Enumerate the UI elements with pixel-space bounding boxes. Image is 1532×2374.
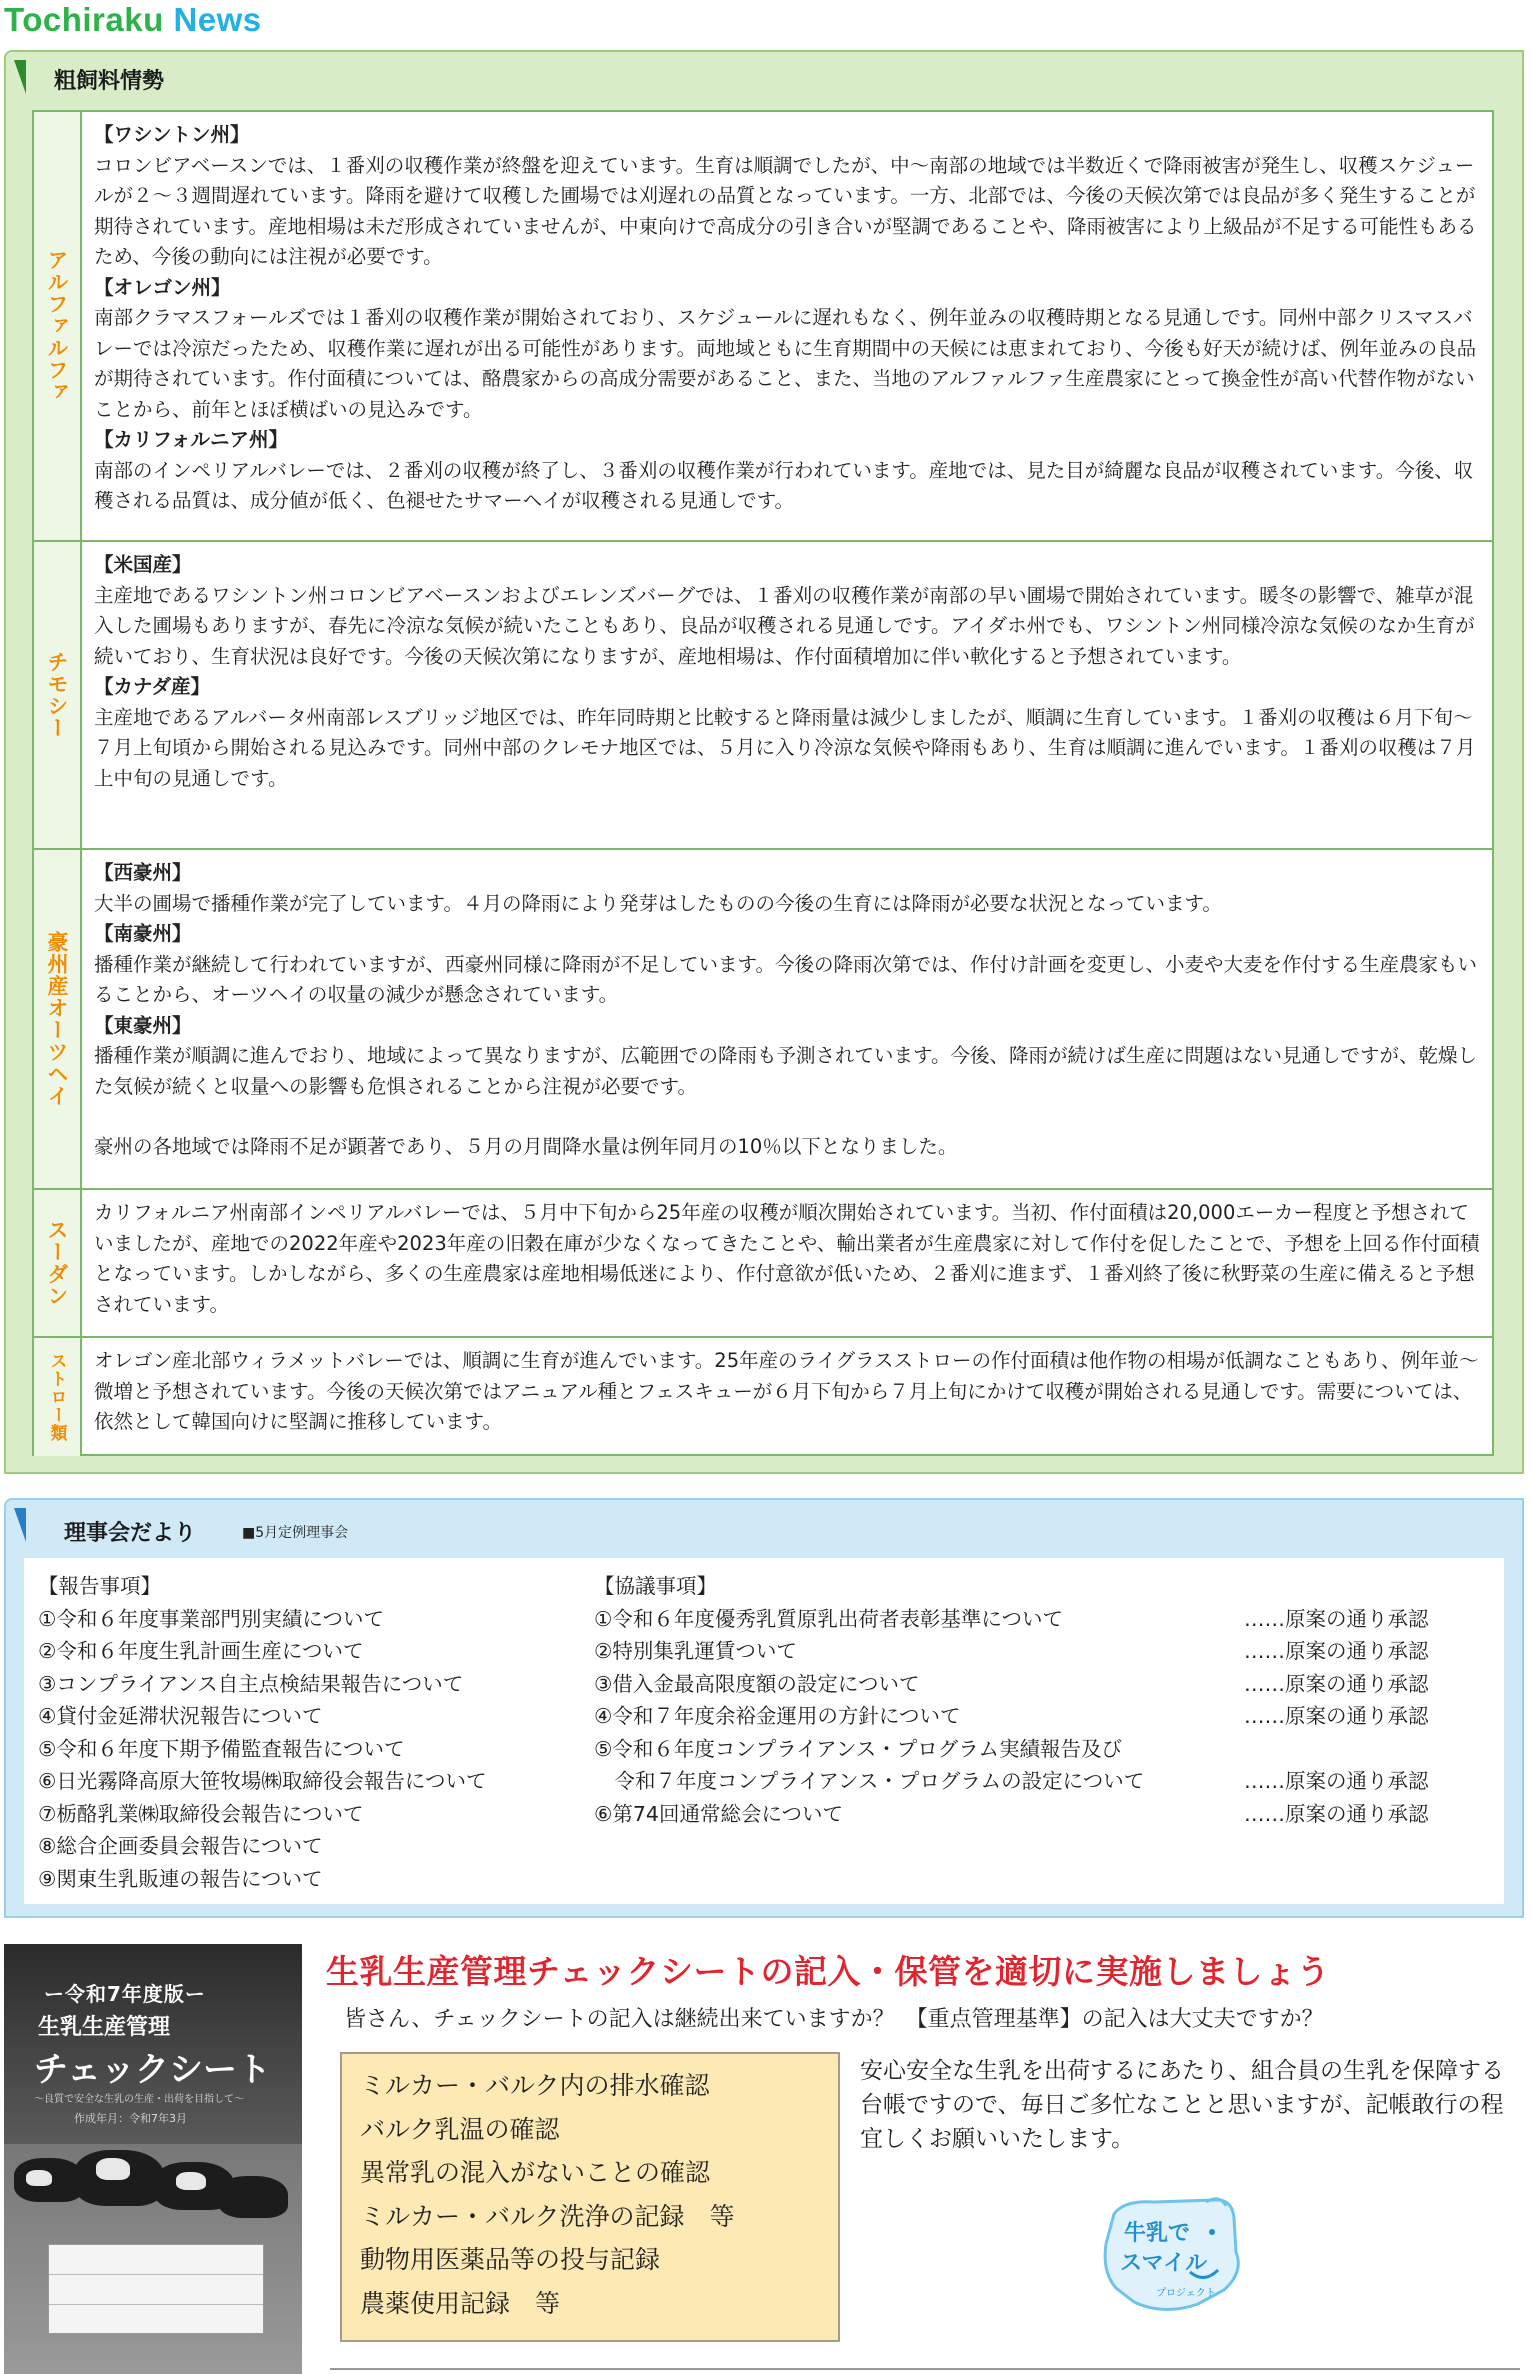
region-note: 豪州の各地域では降雨不足が顕著であり、５月の月間降水量は例年同月の10％以下となりました。 <box>94 1135 958 1158</box>
forage-section-title: 粗飼料情勢 <box>54 69 165 94</box>
checksheet-item: 農薬使用記録 等 <box>360 2288 561 2318</box>
region-heading: 【西豪州】 <box>94 861 192 884</box>
row-label-text: スーダン <box>45 1219 69 1307</box>
checksheet-item: 異常乳の混入がないことの確認 <box>360 2158 711 2187</box>
form-row <box>49 2275 263 2305</box>
milk-smile-logo <box>1094 2192 1250 2322</box>
row-label-text: チモシー <box>45 651 69 739</box>
discussion-result: ……原案の通り承認 <box>1244 1801 1429 1826</box>
cover-tagline: 〜良質で安全な生乳の生産・出荷を目指して〜 <box>34 2094 244 2105</box>
discussion-heading: 【協議事項】 <box>594 1574 717 1598</box>
form-row <box>49 2305 263 2335</box>
board-meeting-label: ■5月定例理事会 <box>242 1525 349 1541</box>
region-text: カリフォルニア州南部インペリアルバレーでは、５月中下旬から25年産の収穫が順次開始されています。当初、作付面積は20,000エーカー程度と予想されていましたが、産地での2022年産や2023年産の旧穀在庫が少なくなってきたことや、輸出業者が生産農家に対して作付を促したことで、予想を上回る作付面積となっています。しかしながら、多くの生産農家は産地相場低迷により、作付意欲が低いため、２番刈に進まず、１番刈終了後に秋野菜の生産に備えると予想されています。 <box>94 1201 1480 1316</box>
cover-title-line2: チェックシート <box>34 2050 271 2090</box>
forage-table <box>32 110 1494 1456</box>
cow-patch <box>96 2158 130 2180</box>
discussion-result: ……原案の通り承認 <box>1244 1671 1429 1696</box>
region-heading: 【カナダ産】 <box>94 675 211 698</box>
discussion-item-text: ③借入金最高限度額の設定について <box>594 1671 920 1696</box>
discussion-item <box>594 1603 1494 1636</box>
region-heading: 【オレゴン州】 <box>94 275 231 299</box>
masthead-word-1: Tochiraku <box>4 1 164 38</box>
forage-section <box>4 50 1524 1474</box>
section-corner-mark <box>14 60 26 94</box>
region-heading: 【カリフォルニア州】 <box>94 428 289 451</box>
checksheet-cover-image <box>4 1944 302 2374</box>
forage-row-timothy <box>34 542 1492 850</box>
report-item: ②令和６年度生乳計画生産について <box>38 1639 364 1663</box>
checksheet-note: 安心安全な生乳を出荷するにあたり、組合員の生乳を保障する台帳ですので、毎日ご多忙なことと思いますが、記帳敢行の程宜しくお願いいたします。 <box>860 2058 1504 2152</box>
region-heading: 【ワシントン州】 <box>94 123 250 146</box>
discussion-item <box>594 1733 1494 1766</box>
cover-edition: ー令和7年度版ー <box>44 1982 206 2006</box>
discussion-item-text: ①令和６年度優秀乳質原乳出荷者表彰基準について <box>594 1606 1063 1631</box>
discussion-item <box>594 1635 1494 1668</box>
report-item: ④貸付金延滞状況報告について <box>38 1704 323 1728</box>
board-section <box>4 1498 1524 1918</box>
discussion-item <box>594 1798 1494 1831</box>
discussion-item-text: ④令和７年度余裕金運用の方針について <box>594 1704 961 1728</box>
discussion-items-column <box>594 1570 1494 1830</box>
row-body <box>94 550 1482 794</box>
report-item: ⑥日光霧降高原大笹牧場㈱取締役会報告について <box>38 1769 487 1793</box>
masthead-word-2: News <box>173 1 262 38</box>
checksheet-headline: 生乳生産管理チェックシートの記入・保管を適切に実施しましょう <box>326 1952 1331 1991</box>
discussion-result: ……原案の通り承認 <box>1244 1639 1429 1663</box>
discussion-result: ……原案の通り承認 <box>1244 1769 1429 1793</box>
region-text: 主産地であるワシントン州コロンビアベースンおよびエレンズバーグでは、１番刈の収穫作業が南部の早い圃場で開始されています。暖冬の影響で、雑草が混入した圃場もありますが、春先に冷涼な気候が続いたこともあり、良品が収穫される見通しです。アイダホ州でも、ワシントン州同様冷涼な気候のなか生育が続いており、生育状況は良好です。今後の天候次第になりますが、産地相場は、作付面積増加に伴い軟化すると予想されています。 <box>94 583 1475 668</box>
report-item: ⑦栃酪乳業㈱取締役会報告について <box>38 1801 364 1826</box>
row-body <box>94 120 1482 517</box>
region-heading: 【米国産】 <box>94 553 192 576</box>
logo-text-line2: スマイル <box>1120 2251 1208 2276</box>
form-row <box>49 2245 263 2275</box>
row-label <box>34 850 82 1188</box>
checksheet-item: バルク乳温の確認 <box>360 2114 560 2144</box>
forage-row-sudan <box>34 1190 1492 1338</box>
report-item: ⑤令和６年度下期予備監査報告について <box>38 1736 405 1761</box>
discussion-item-text: ⑥第74回通常総会について <box>594 1801 844 1826</box>
forage-row-straw <box>34 1338 1492 1456</box>
cow-patch <box>176 2172 206 2190</box>
discussion-result: ……原案の通り承認 <box>1244 1606 1429 1631</box>
discussion-item <box>594 1765 1494 1798</box>
report-item: ③コンプライアンス自主点検結果報告について <box>38 1671 464 1696</box>
logo-text-line1: 牛乳で <box>1124 2221 1191 2246</box>
cover-entry-form <box>48 2244 264 2334</box>
report-item: ⑨関東生乳販連の報告について <box>38 1866 323 1891</box>
forage-row-alfalfa <box>34 112 1492 542</box>
region-text: 大半の圃場で播種作業が完了しています。４月の降雨により発芽はしたものの今後の生育には降雨が必要な状況となっています。 <box>94 891 1222 915</box>
cover-title-line1: 生乳生産管理 <box>38 2015 171 2040</box>
report-items-column <box>38 1570 578 1895</box>
report-item: ⑧総合企画委員会報告について <box>38 1834 323 1858</box>
row-label <box>34 1190 82 1336</box>
region-heading: 【東豪州】 <box>94 1013 192 1037</box>
row-body <box>94 1346 1482 1438</box>
discussion-item-text: 令和７年度コンプライアンス・プログラムの設定について <box>594 1769 1145 1793</box>
region-text: 播種作業が継続して行われていますが、西豪州同様に降雨が不足しています。今後の降雨次第では、作付け計画を変更し、小麦や大麦を作付する生産農家もいることから、オーツヘイの収量の減少が懸念されています。 <box>94 952 1477 1006</box>
cow-silhouette <box>218 2176 288 2218</box>
checksheet-question: 皆さん、チェックシートの記入は継続出来ていますか？ 【重点管理基準】の記入は大丈夫ですか？ <box>344 2007 1324 2032</box>
checksheet-items-box <box>340 2052 840 2342</box>
board-section-title: 理事会だより <box>64 1521 197 1546</box>
checksheet-item: ミルカー・バルク洗浄の記録 等 <box>360 2201 735 2231</box>
masthead-title <box>0 0 262 46</box>
report-heading: 【報告事項】 <box>38 1574 161 1598</box>
checksheet-item: 動物用医薬品等の投与記録 <box>360 2245 661 2274</box>
region-text: 主産地であるアルバータ州南部レスブリッジ地区では、昨年同時期と比較すると降雨量は減少しましたが、順調に生育しています。１番刈の収穫は６月下旬〜７月上旬頃から開始される見込みです。同州中部のクレモナ地区では、５月に入り冷涼な気候や降雨もあり、生育は順調に進んでいます。１番刈の収穫は７月上中旬の見通しです。 <box>94 705 1476 790</box>
discussion-item-text: ②特別集乳運賃ついて <box>594 1639 797 1663</box>
row-label-text: ストロー類 <box>46 1352 67 1442</box>
row-label <box>34 112 82 540</box>
region-heading: 【南豪州】 <box>94 922 192 945</box>
region-text: コロンビアベースンでは、１番刈の収穫作業が終盤を迎えています。生育は順調でしたが、中〜南部の地域では半数近くで降雨被害が発生し、収穫スケジュールが２〜３週間遅れています。降雨を避けて収穫した圃場では刈遅れの品質となっています。一方、北部では、今後の天候次第では良品が多く発生することが期待されています。産地相場は未だ形成されていませんが、中東向けで高成分の引き合いが堅調であることや、降雨被害により上級品が不足する可能性もあるため、今後の動向には注視が必要です。 <box>94 153 1477 268</box>
row-body <box>94 858 1482 1163</box>
logo-text-line3: プロジェクト <box>1156 2288 1216 2299</box>
discussion-item <box>594 1668 1494 1701</box>
row-label-text: 豪州産オーツヘイ <box>45 931 69 1107</box>
discussion-item <box>594 1700 1494 1733</box>
section-corner-mark <box>14 1508 26 1542</box>
row-label-text: アルファルファ <box>45 249 69 403</box>
discussion-item-text: ⑤令和６年度コンプライアンス・プログラム実績報告及び <box>594 1736 1123 1761</box>
report-item: ①令和６年度事業部門別実績について <box>38 1606 384 1631</box>
row-body <box>94 1198 1482 1320</box>
region-text: 南部のインペリアルバレーでは、２番刈の収穫が終了し、３番刈の収穫作業が行われています。産地では、見た目が綺麗な良品が収穫されています。今後、収穫される品質は、成分値が低く、色褪せたサマーヘイが収穫される見通しです。 <box>94 458 1474 512</box>
row-label <box>34 1338 82 1456</box>
discussion-result: ……原案の通り承認 <box>1244 1704 1429 1728</box>
forage-row-oat-hay <box>34 850 1492 1190</box>
row-label <box>34 542 82 848</box>
checksheet-item: ミルカー・バルク内の排水確認 <box>360 2071 710 2100</box>
cow-patch <box>26 2170 52 2186</box>
region-text: オレゴン産北部ウィラメットバレーでは、順調に生育が進んでいます。25年産のライグラスストローの作付面積は他作物の相場が低調なこともあり、例年並〜微増と予想されています。今後の天候次第ではアニュアル種とフェスキューが６月下旬から７月上旬にかけて収穫が開始される見通しです。需要については、依然として韓国向けに堅調に推移しています。 <box>94 1349 1479 1433</box>
bottom-divider <box>330 2368 1520 2370</box>
board-content-box <box>24 1558 1504 1904</box>
region-text: 播種作業が順調に進んでおり、地域によって異なりますが、広範囲での降雨も予測されています。今後、降雨が続けば生産に問題はない見通しですが、乾燥した気候が続くと収量への影響も危惧されることから注視が必要です。 <box>94 1044 1477 1098</box>
cover-issue-date: 作成年月：令和7年3月 <box>74 2112 187 2125</box>
region-text: 南部クラマスフォールズでは１番刈の収穫作業が開始されており、スケジュールに遅れもなく、例年並みの収穫時期となる見通しです。同州中部クリスマスバレーでは冷涼だったため、収穫作業に遅れが出る可能性があります。両地域ともに生育期間中の天候には恵まれており、今後も好天が続けば、例年並みの良品が期待されています。作付面積については、酪農家からの高成分需要があること、また、当地のアルファルファ生産農家にとって換金性が高い代替作物がないことから、前年とほぼ横ばいの見込みです。 <box>94 306 1477 421</box>
